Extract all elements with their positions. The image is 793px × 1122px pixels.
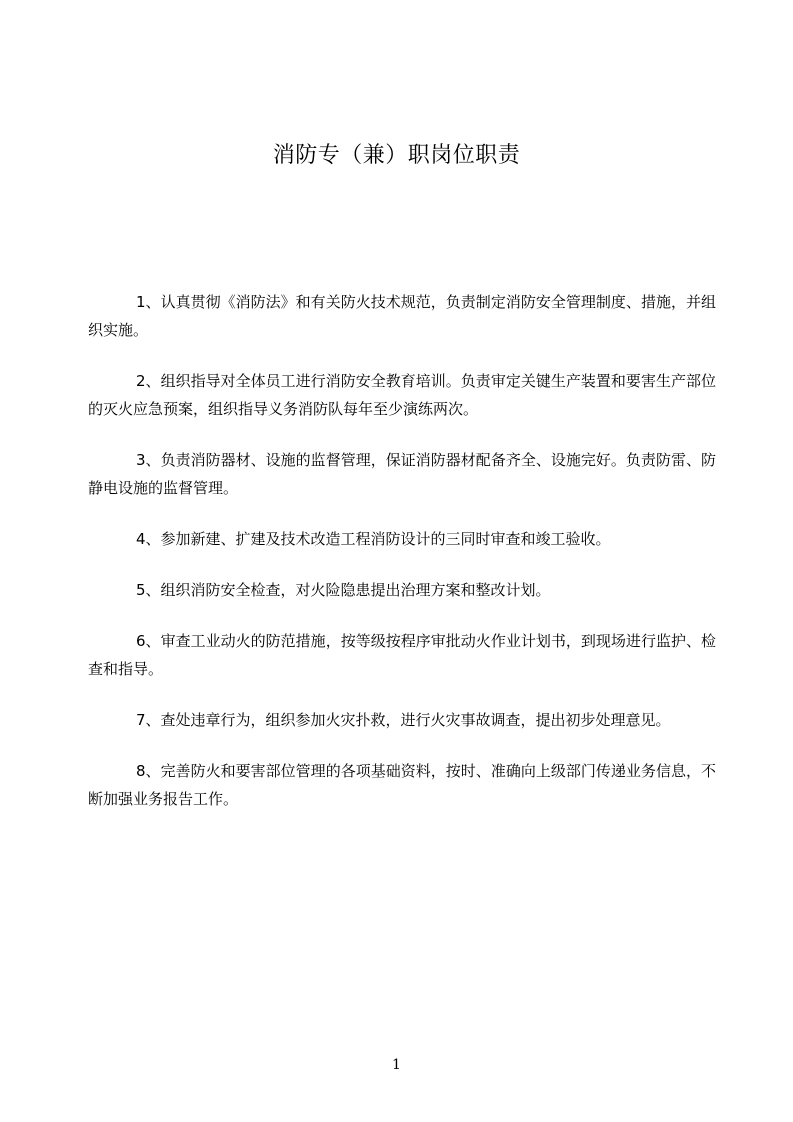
duty-item-3: 3、负责消防器材、设施的监督管理，保证消防器材配备齐全、设施完好。负责防雷、防静电设施的监督管理。 <box>88 451 716 497</box>
duty-item-7: 7、查处违章行为，组织参加火灾扑救，进行火灾事故调查，提出初步处理意见。 <box>136 711 671 729</box>
page-number: 1 <box>392 1057 401 1073</box>
duty-item-5: 5、组织消防安全检查，对火险隐患提出治理方案和整改计划。 <box>136 581 551 599</box>
duty-item-6: 6、审查工业动火的防范措施，按等级按程序审批动火作业计划书，到现场进行监护、检查和指导。 <box>88 632 716 678</box>
page-title: 消防专（兼）职岗位职责 <box>272 143 521 168</box>
duty-item-2: 2、组织指导对全体员工进行消防安全教育培训。负责审定关键生产装置和要害生产部位的灭火应急预案，组织指导义务消防队每年至少演练两次。 <box>88 372 716 418</box>
duty-item-4: 4、参加新建、扩建及技术改造工程消防设计的三同时审查和竣工验收。 <box>136 530 611 548</box>
duty-item-1: 1、认真贯彻《消防法》和有关防火技术规范，负责制定消防安全管理制度、措施，并组织实施。 <box>88 293 716 339</box>
duty-item-8: 8、完善防火和要害部位管理的各项基础资料，按时、准确向上级部门传递业务信息，不断加强业务报告工作。 <box>88 762 716 808</box>
duty-list <box>88 288 716 836</box>
